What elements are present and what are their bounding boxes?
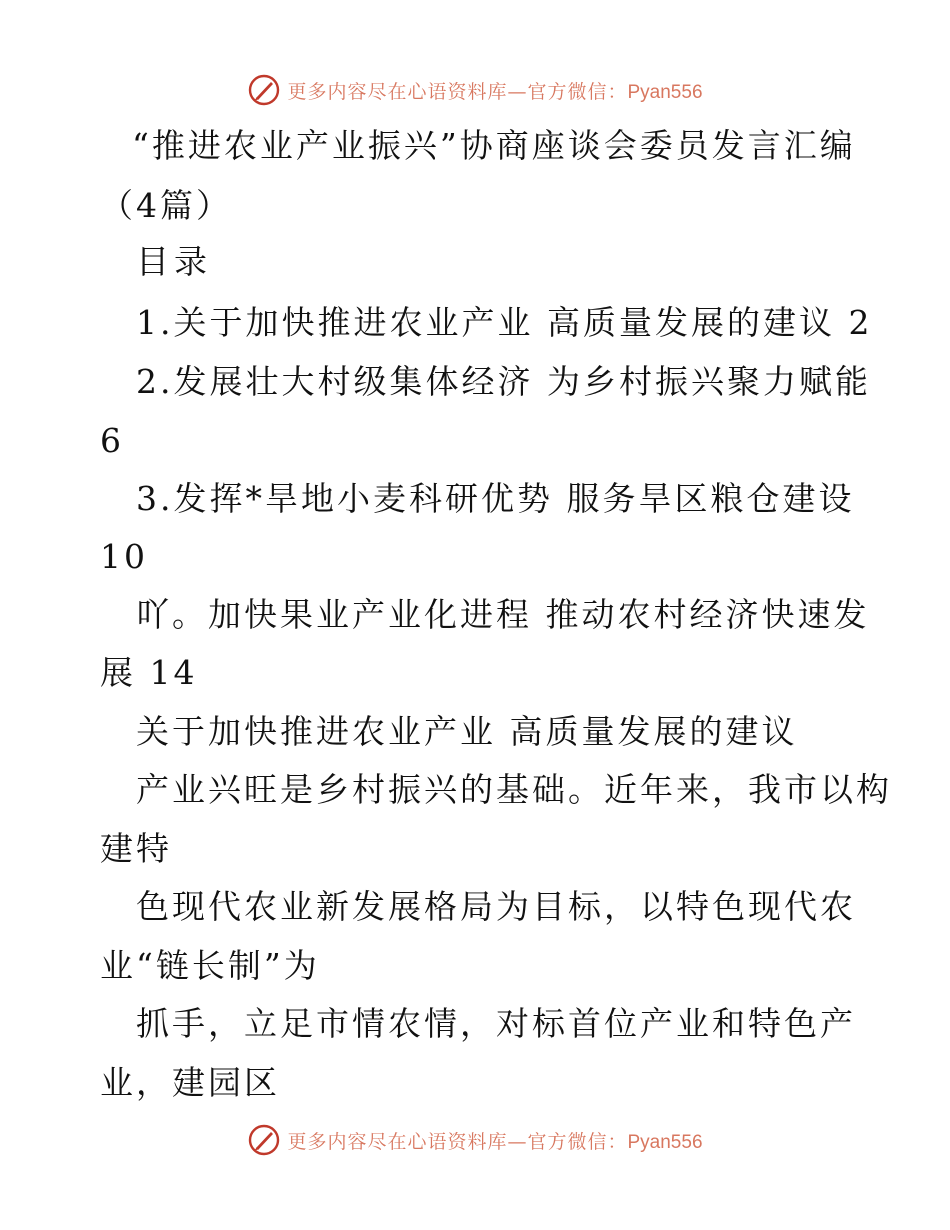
body-line: 产业兴旺是乡村振兴的基础。近年来，我市以构 <box>136 770 892 809</box>
body-line: 业，建园区 <box>100 1063 280 1102</box>
toc-item-4-page: 展 14 <box>100 653 198 692</box>
document-title-line-1: “推进农业产业振兴”协商座谈会委员发言汇编 <box>132 126 856 165</box>
toc-heading: 目录 <box>136 242 212 281</box>
watermark-text: 更多内容尽在心语资料库—官方微信：Pyan556 <box>287 80 703 103</box>
body-line: 抓手，立足市情农情，对标首位产业和特色产 <box>136 1004 856 1043</box>
watermark-banner-bottom <box>0 1120 950 1160</box>
toc-item-4: 吖。加快果业产业化进程 推动农村经济快速发 <box>136 595 870 634</box>
toc-item-3-page: 10 <box>100 537 148 576</box>
toc-item-2: 2.发展壮大村级集体经济 为乡村振兴聚力赋能 <box>136 362 871 401</box>
body-line: 业“链长制”为 <box>100 946 320 985</box>
document-title-line-2: （4篇） <box>100 186 232 225</box>
watermark-text: 更多内容尽在心语资料库—官方微信：Pyan556 <box>287 1130 703 1153</box>
body-line: 色现代农业新发展格局为目标，以特色现代农 <box>136 887 856 926</box>
toc-item-1: 1.关于加快推进农业产业 高质量发展的建议 2 <box>136 303 873 342</box>
quill-logo-icon <box>247 1123 281 1157</box>
toc-item-3: 3.发挥*旱地小麦科研优势 服务旱区粮仓建设 <box>136 479 855 518</box>
toc-item-2-page: 6 <box>100 421 124 460</box>
body-line: 建特 <box>100 829 172 868</box>
section-heading: 关于加快推进农业产业 高质量发展的建议 <box>136 712 798 751</box>
